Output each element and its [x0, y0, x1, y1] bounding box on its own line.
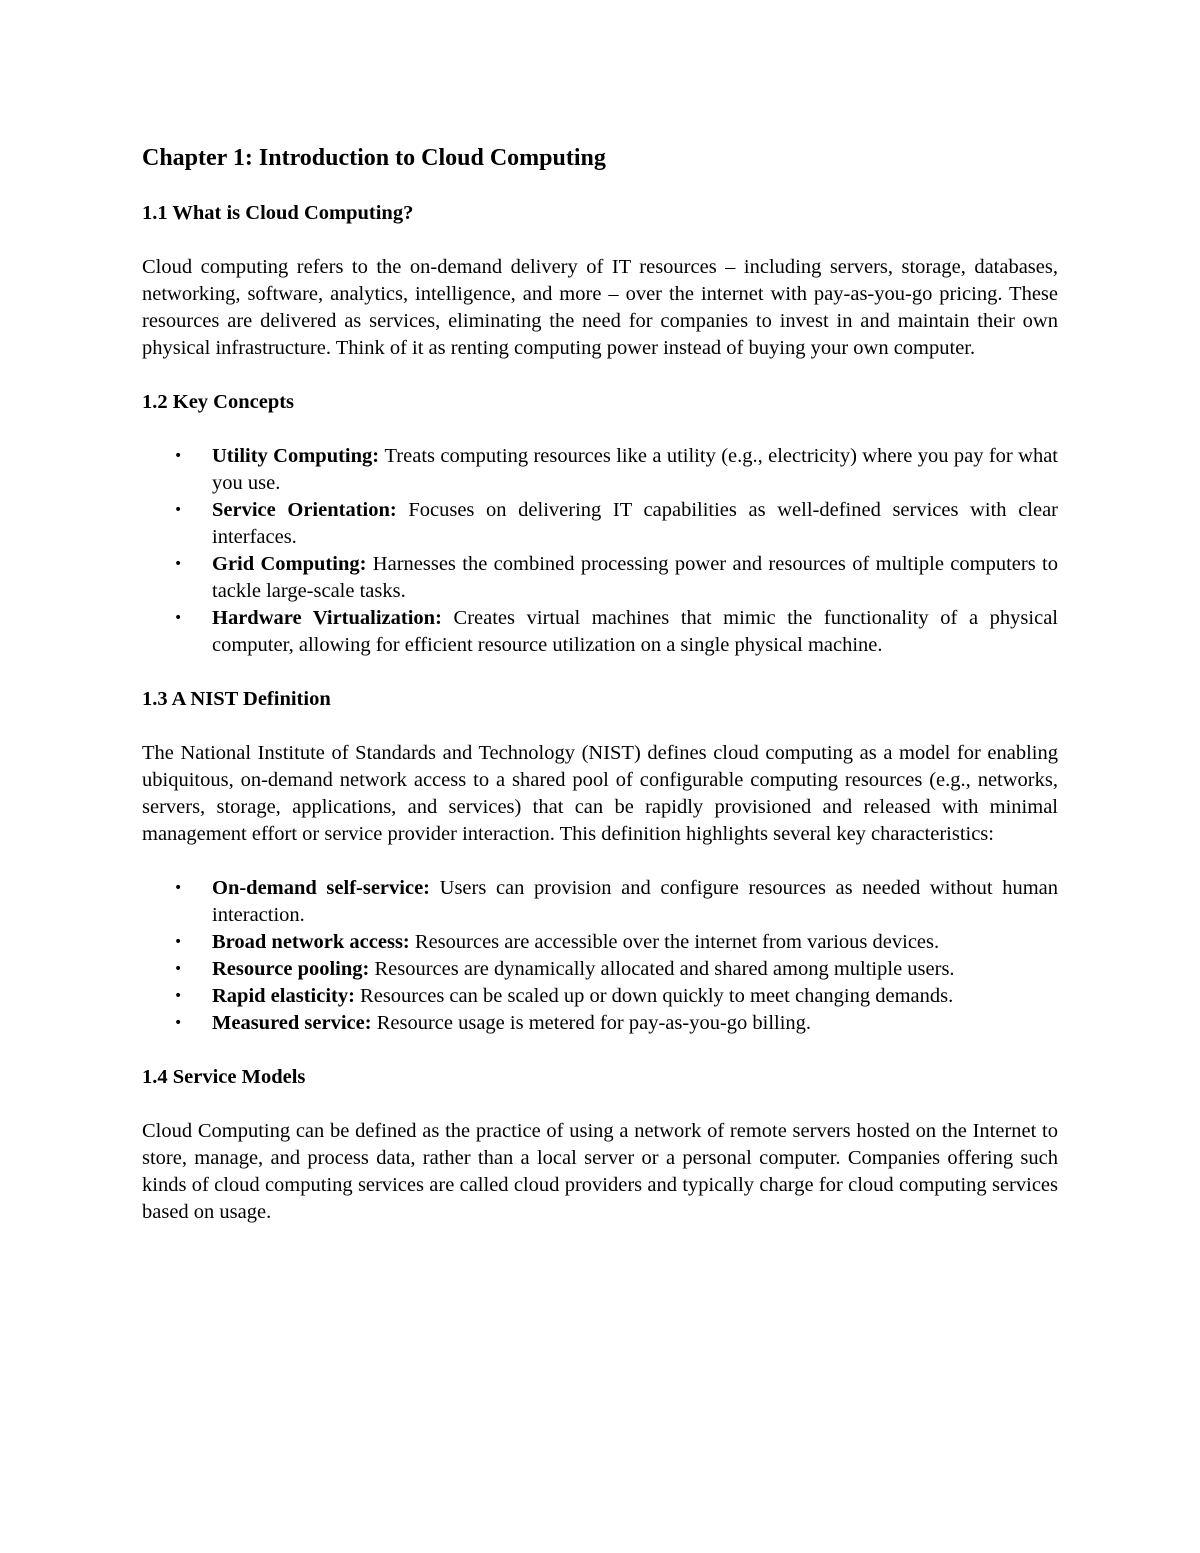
list-item	[142, 551, 1058, 605]
bullet-icon: •	[174, 934, 183, 950]
section-paragraph: The National Institute of Standards and Technology (NIST) defines cloud computing as a model for enabling ubiquitous, on-demand network access to a shared pool of configurable computing resources (e.g., networks, servers, storage, applications, and services) that can be rapidly provisioned and released with minimal management effort or service provider interaction. This definition highlights several key characteristics:	[142, 742, 1058, 845]
chapter-title: Chapter 1: Introduction to Cloud Computing	[142, 145, 606, 171]
list-item	[142, 929, 1058, 956]
list-item	[142, 497, 1058, 551]
term: Rapid elasticity:	[212, 985, 361, 1007]
term: Measured service:	[212, 1012, 377, 1034]
term: Hardware Virtualization:	[212, 607, 454, 629]
section-paragraph: Cloud computing refers to the on-demand delivery of IT resources – including servers, storage, databases, networking, software, analytics, intelligence, and more – over the internet with pay-as-you-go pricing. These resources are delivered as services, eliminating the need for companies to invest in and maintain their own physical infrastructure. Think of it as renting computing power instead of buying your own computer.	[142, 256, 1058, 359]
term-description: Harnesses the combined processing power and resources of multiple computers to tackle large-scale tasks.	[212, 553, 1058, 602]
term-description: Users can provision and configure resources as needed without human interaction.	[212, 877, 1058, 926]
term: Utility Computing:	[212, 445, 385, 467]
term: Service Orientation:	[212, 499, 409, 521]
list-item	[142, 956, 1058, 983]
term: On-demand self-service:	[212, 877, 440, 899]
term-description: Resources are accessible over the internet from various devices.	[414, 931, 940, 953]
section-paragraph: Cloud Computing can be defined as the practice of using a network of remote servers hosted on the Internet to store, manage, and process data, rather than a local server or a personal computer. Companies offering such kinds of cloud computing services are called cloud providers and typically charge for cloud computing services based on usage.	[142, 1120, 1058, 1223]
term: Broad network access:	[212, 931, 415, 953]
section-heading: 1.4 Service Models	[142, 1066, 306, 1088]
list-item	[142, 983, 1058, 1010]
bullet-icon: •	[174, 556, 183, 572]
term-description: Resources can be scaled up or down quickly to meet changing demands.	[360, 985, 954, 1007]
document-page	[142, 142, 1058, 1253]
term: Grid Computing:	[212, 553, 373, 575]
term-description: Focuses on delivering IT capabilities as well-defined services with clear interfaces.	[212, 499, 1059, 548]
term-description: Resource usage is metered for pay-as-you-go billing.	[376, 1012, 812, 1034]
key-concepts-list	[142, 443, 1058, 659]
bullet-icon: •	[174, 961, 183, 977]
term-description: Resources are dynamically allocated and shared among multiple users.	[374, 958, 955, 980]
list-item	[142, 605, 1058, 659]
section-heading: 1.2 Key Concepts	[142, 391, 295, 413]
list-item	[142, 1010, 1058, 1037]
bullet-icon: •	[174, 448, 183, 464]
list-item	[142, 875, 1058, 929]
section-key-concepts	[142, 389, 1058, 659]
section-heading: 1.1 What is Cloud Computing?	[142, 202, 414, 224]
term-description: Creates virtual machines that mimic the functionality of a physical computer, allowing for efficient resource utilization on a single physical machine.	[212, 607, 1059, 656]
bullet-icon: •	[174, 610, 183, 626]
list-item	[142, 443, 1058, 497]
bullet-icon: •	[174, 502, 183, 518]
section-what-is-cloud-computing	[142, 200, 1058, 362]
section-service-models	[142, 1064, 1058, 1226]
bullet-icon: •	[174, 1015, 183, 1031]
bullet-icon: •	[174, 988, 183, 1004]
term: Resource pooling:	[212, 958, 375, 980]
term-description: Treats computing resources like a utility (e.g., electricity) where you pay for what you use.	[212, 445, 1058, 494]
section-nist-definition	[142, 686, 1058, 1037]
section-heading: 1.3 A NIST Definition	[142, 688, 331, 710]
nist-characteristics-list	[142, 875, 1058, 1037]
bullet-icon: •	[174, 880, 183, 896]
